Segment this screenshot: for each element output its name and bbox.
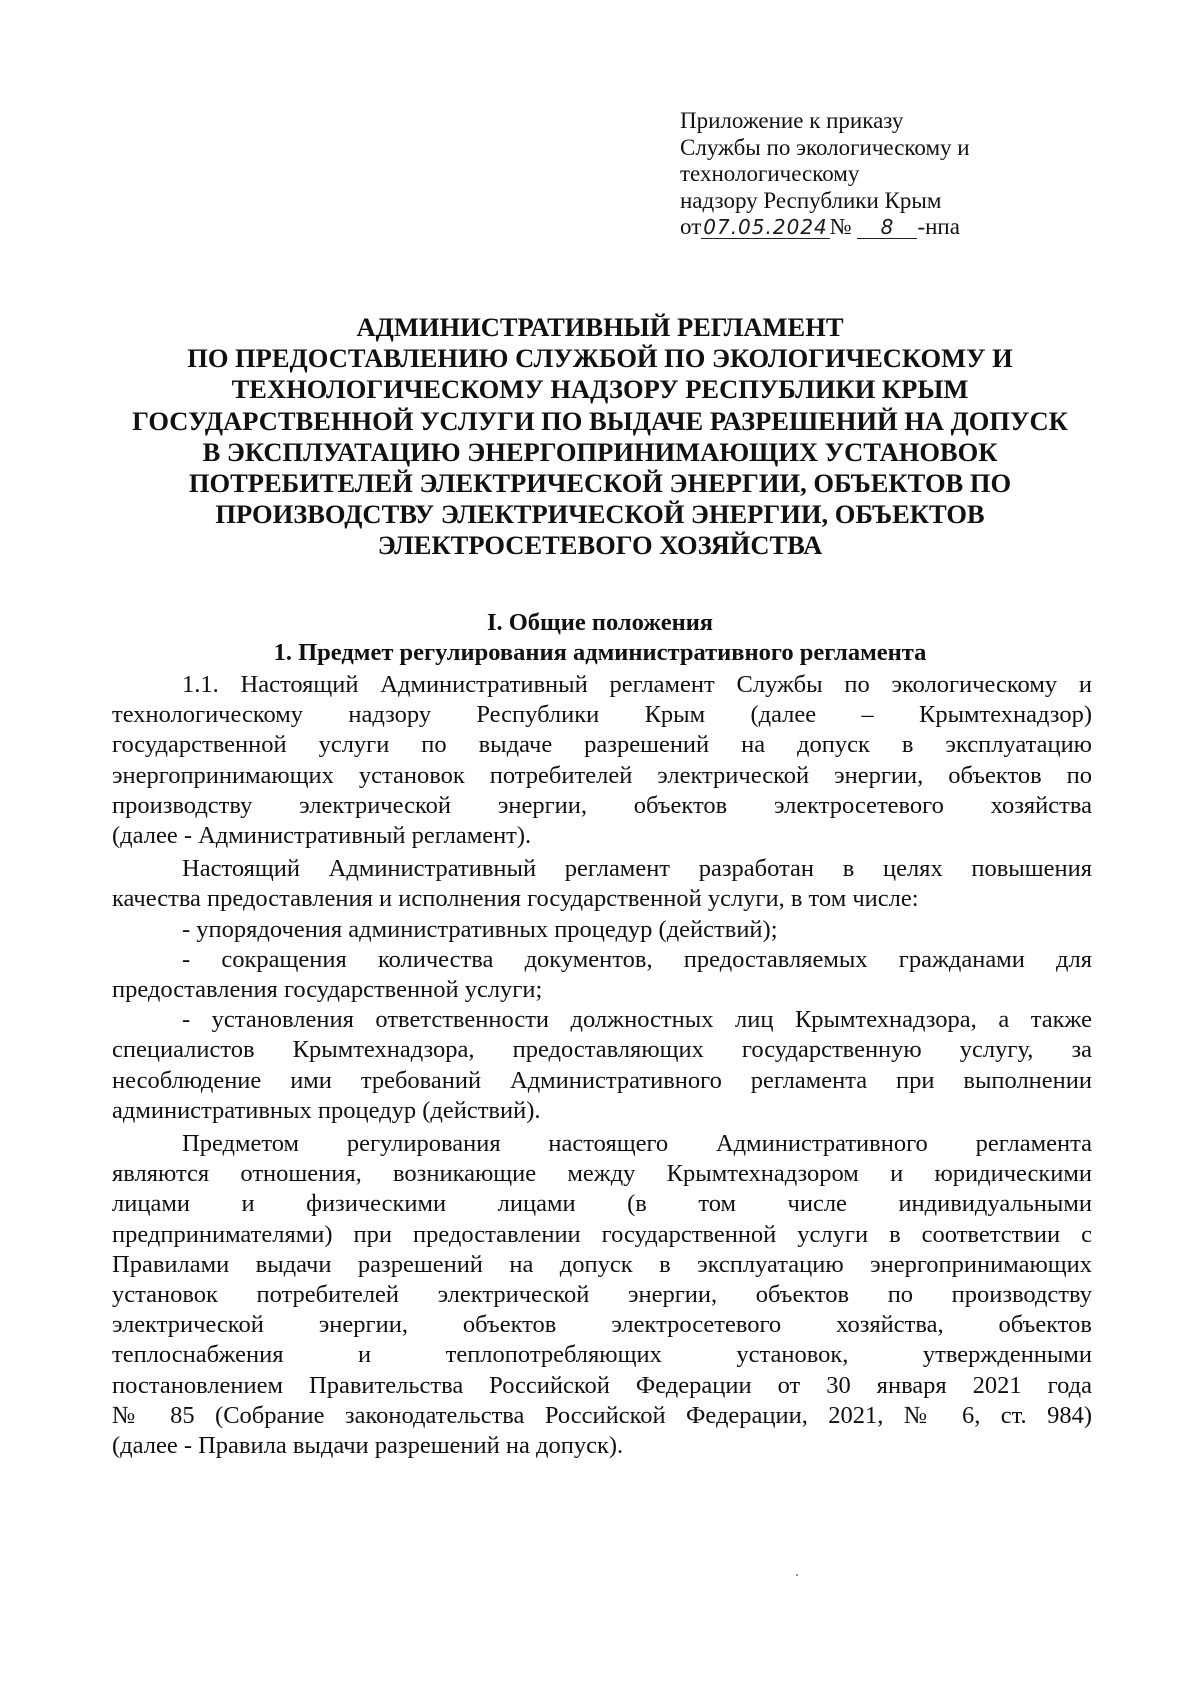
text-line: - установления ответственности должностных лиц Крымтехнадзора, а также	[182, 1006, 1092, 1034]
scan-speck	[796, 1574, 798, 1576]
text-line: специалистов Крымтехнадзора, предоставляющих государственную услугу, за	[112, 1036, 1092, 1064]
appendix-line: Службы по экологическому и	[680, 134, 970, 160]
title-line: ПО ПРЕДОСТАВЛЕНИЮ СЛУЖБОЙ ПО ЭКОЛОГИЧЕСКОМУ И	[187, 343, 1013, 374]
title-line: ПРОИЗВОДСТВУ ЭЛЕКТРИЧЕСКОЙ ЭНЕРГИИ, ОБЪЕКТОВ	[215, 499, 985, 530]
text-line: установок потребителей электрической энергии, объектов по производству	[112, 1281, 1092, 1309]
title-line: АДМИНИСТРАТИВНЫЙ РЕГЛАМЕНТ	[356, 312, 844, 342]
text-line: лицами и физическими лицами (в том числе индивидуальными	[112, 1190, 1092, 1218]
title-line: ПОТРЕБИТЕЛЕЙ ЭЛЕКТРИЧЕСКОЙ ЭНЕРГИИ, ОБЪЕКТОВ ПО	[188, 468, 1012, 499]
title-line: В ЭКСПЛУАТАЦИЮ ЭНЕРГОПРИНИМАЮЩИХ УСТАНОВОК	[202, 436, 998, 467]
text-line: - упорядочения административных процедур (действий);	[182, 915, 778, 943]
from-prefix: от	[680, 214, 702, 239]
text-line: производству электрической энергии, объектов электросетевого хозяйства	[112, 791, 1092, 819]
handwritten-date: 07.05.2024	[703, 215, 828, 239]
title-line: ЭЛЕКТРОСЕТЕВОГО ХОЗЯЙСТВА	[377, 530, 823, 561]
text-line: являются отношения, возникающие между Крымтехнадзором и юридическими	[112, 1160, 1092, 1188]
paragraph-2	[112, 854, 1092, 914]
title-line: ГОСУДАРСТВЕННОЙ УСЛУГИ ПО ВЫДАЧЕ РАЗРЕШЕНИЙ НА ДОПУСК	[132, 405, 1068, 436]
text-line: (далее - Административный регламент).	[112, 822, 532, 850]
paragraph-4	[112, 945, 1092, 1005]
paragraph-3	[112, 915, 1092, 945]
text-line: энергопринимающих установок потребителей электрической энергии, объектов по	[112, 761, 1092, 789]
appendix-header	[680, 108, 1100, 241]
paragraph-1	[112, 670, 1092, 851]
paragraph-5	[112, 1005, 1092, 1126]
text-line: электрической энергии, объектов электросетевого хозяйства, объектов	[112, 1311, 1092, 1339]
text-line: качества предоставления и исполнения государственной услуги, в том числе:	[112, 885, 919, 913]
section-subheading: 1. Предмет регулирования административного регламента	[273, 639, 927, 666]
text-line: Настоящий Административный регламент разработан в целях повышения	[182, 855, 1092, 883]
order-suffix: -нпа	[917, 214, 960, 239]
text-line: 1.1. Настоящий Административный регламент Службы по экологическому и	[182, 671, 1092, 698]
text-line: государственной услуги по выдаче разрешений на допуск в эксплуатацию	[112, 731, 1092, 759]
text-line: предпринимателями) при предоставлении государственной услуги в соответствии с	[112, 1220, 1092, 1248]
appendix-order-number-line	[680, 214, 1100, 241]
text-line: Предметом регулирования настоящего Административного регламента	[182, 1130, 1092, 1158]
text-line: предоставления государственной услуги;	[112, 976, 543, 1004]
text-line: Правилами выдачи разрешений на допуск в эксплуатацию энергопринимающих	[112, 1250, 1092, 1278]
appendix-line: технологическому	[680, 161, 860, 186]
text-line: административных процедур (действий).	[112, 1096, 541, 1124]
paragraph-6	[112, 1129, 1092, 1461]
text-line: - сокращения количества документов, предоставляемых гражданами для	[182, 945, 1092, 973]
text-line: № 85 (Собрание законодательства Российской Федерации, 2021, № 6, ст. 984)	[112, 1401, 1092, 1429]
text-line: (далее - Правила выдачи разрешений на допуск).	[112, 1432, 624, 1460]
text-line: несоблюдение ими требований Административного регламента при выполнении	[112, 1066, 1092, 1094]
title-line: ТЕХНОЛОГИЧЕСКОМУ НАДЗОРУ РЕСПУБЛИКИ КРЫМ	[231, 374, 969, 405]
text-line: постановлением Правительства Российской Федерации от 30 января 2021 года	[112, 1371, 1092, 1399]
text-line: технологическому надзору Республики Крым (далее – Крымтехнадзор)	[112, 701, 1092, 729]
appendix-line: надзору Республики Крым	[680, 187, 942, 213]
handwritten-number: 8	[857, 216, 917, 239]
document-title	[100, 312, 1100, 562]
appendix-line: Приложение к приказу	[680, 108, 904, 133]
text-line: теплоснабжения и теплопотребляющих установок, утвержденными	[112, 1341, 1092, 1369]
document-body	[112, 670, 1092, 1461]
section-heading: I. Общие положения	[486, 609, 714, 636]
number-label: №	[829, 214, 852, 239]
